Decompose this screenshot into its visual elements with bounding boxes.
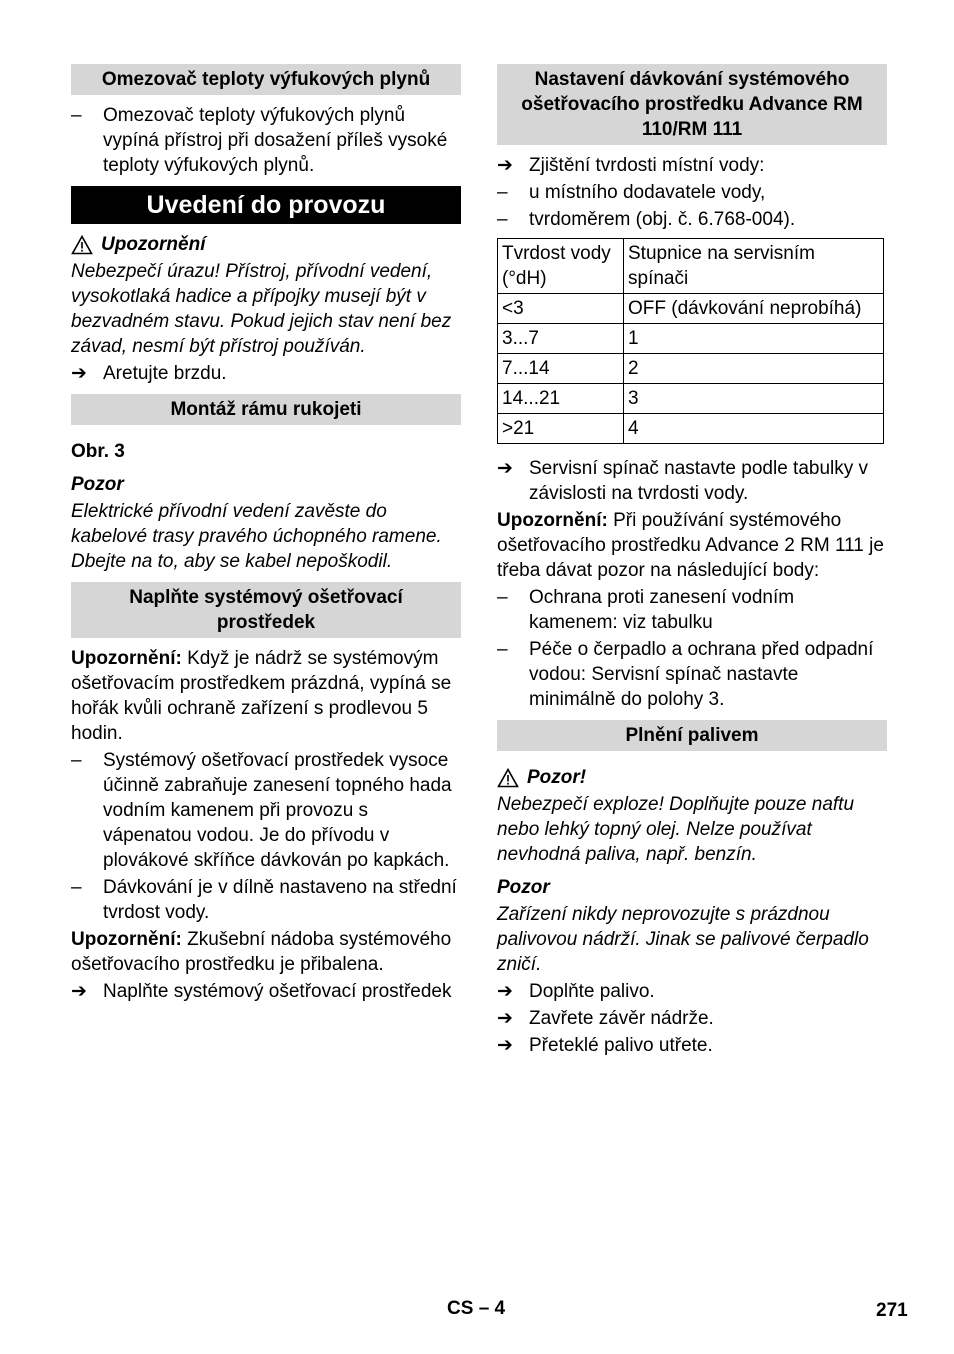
list-item: – Dávkování je v dílně nastaveno na střední tvrdost vody. bbox=[71, 877, 457, 923]
list-item: – u místního dodavatele vody, bbox=[497, 182, 766, 203]
step-item: ➔ Doplňte palivo. bbox=[497, 981, 655, 1002]
step-item: ➔ Servisní spínač nastavte podle tabulky v závislosti na tvrdosti vody. bbox=[497, 458, 869, 504]
list-item: – Omezovač teploty výfukových plynů vypíná přístroj při dosažení příleš vysoké teploty výfukových plynů. bbox=[71, 105, 448, 176]
page-number: 271 bbox=[876, 1300, 908, 1321]
table-cell: 4 bbox=[624, 414, 884, 444]
step-item: ➔ Přeteklé palivo utřete. bbox=[497, 1035, 713, 1056]
left-column bbox=[71, 64, 461, 1006]
warning-triangle-icon bbox=[71, 235, 93, 255]
table-header-row bbox=[498, 239, 884, 294]
dash-bullet: – bbox=[71, 750, 82, 771]
footer-local-page: CS – 4 bbox=[447, 1298, 506, 1319]
danger-heading: Pozor! bbox=[497, 765, 887, 790]
dash-bullet: – bbox=[497, 209, 508, 230]
note-paragraph: Upozornění: Zkušební nádoba systémového ošetřovacího prostředku je přibalena. bbox=[71, 929, 452, 975]
list-item: – Ochrana proti zanesení vodním kamenem: viz tabulku bbox=[497, 587, 795, 633]
dash-bullet: – bbox=[71, 105, 82, 126]
right-column bbox=[497, 64, 887, 1060]
list-item: – tvrdoměrem (obj. č. 6.768-004). bbox=[497, 209, 796, 230]
table-cell: 2 bbox=[624, 354, 884, 384]
heading-frame-mounting: Montáž rámu rukojeti bbox=[71, 394, 461, 425]
caution-heading: Pozor bbox=[497, 877, 550, 898]
caution-heading: Pozor bbox=[71, 474, 124, 495]
table-row bbox=[498, 414, 884, 444]
table-cell: OFF (dávkování neprobíhá) bbox=[624, 294, 884, 324]
arrow-right-icon: ➔ bbox=[71, 363, 87, 384]
step-item: ➔ Zjištění tvrdosti místní vody: bbox=[497, 155, 765, 176]
table-row bbox=[498, 294, 884, 324]
table-cell: 1 bbox=[624, 324, 884, 354]
arrow-right-icon: ➔ bbox=[71, 981, 87, 1002]
step-item: ➔ Naplňte systémový ošetřovací prostředek bbox=[71, 981, 452, 1002]
table-header-cell: Stupnice na servisním spínači bbox=[624, 239, 884, 294]
note-paragraph: Upozornění: Když je nádrž se systémovým ošetřovacím prostředkem prázdná, vypíná se hořák kvůli ochraně zařízení s prodlevou 5 hodin. bbox=[71, 648, 452, 744]
warning-text: Nebezpečí úrazu! Přístroj, přívodní vedení, vysokotlaká hadice a přípojky musejí být v bezvadném stavu. Pokud jejich stav není bez závad, nesmí být přístroj používán. bbox=[71, 261, 452, 357]
dash-bullet: – bbox=[497, 182, 508, 203]
table-header-cell: Tvrdost vody (°dH) bbox=[498, 239, 624, 294]
warning-triangle-icon bbox=[497, 768, 519, 788]
arrow-right-icon: ➔ bbox=[497, 458, 513, 479]
table-row bbox=[498, 324, 884, 354]
dash-bullet: – bbox=[497, 587, 508, 608]
table-cell: <3 bbox=[498, 294, 624, 324]
dash-bullet: – bbox=[71, 877, 82, 898]
arrow-right-icon: ➔ bbox=[497, 1008, 513, 1029]
arrow-right-icon: ➔ bbox=[497, 981, 513, 1002]
table-cell: 3...7 bbox=[498, 324, 624, 354]
warning-heading: Upozornění bbox=[71, 232, 461, 257]
heading-fill-care: Naplňte systémový ošetřovací prostředek bbox=[71, 582, 461, 638]
heading-exhaust-limiter: Omezovač teploty výfukových plynů bbox=[71, 64, 461, 95]
table-cell: >21 bbox=[498, 414, 624, 444]
table-row bbox=[498, 384, 884, 414]
dash-bullet: – bbox=[497, 639, 508, 660]
step-item: ➔ Aretujte brzdu. bbox=[71, 363, 227, 384]
arrow-right-icon: ➔ bbox=[497, 155, 513, 176]
heading-startup: Uvedení do provozu bbox=[71, 186, 461, 224]
table-cell: 3 bbox=[624, 384, 884, 414]
figure-ref: Obr. 3 bbox=[71, 441, 125, 462]
hardness-table bbox=[497, 238, 884, 444]
list-item: – Péče o čerpadlo a ochrana před odpadní vodou: Servisní spínač nastavte minimálně do polohy 3. bbox=[497, 639, 874, 710]
note-paragraph: Upozornění: Při používání systémového ošetřovacího prostředku Advance 2 RM 111 je třeba dávat pozor na následující body: bbox=[497, 510, 884, 581]
danger-text: Nebezpečí exploze! Doplňujte pouze naftu nebo lehký topný olej. Nelze používat nevhodná paliva, např. benzín. bbox=[497, 794, 855, 865]
table-cell: 14...21 bbox=[498, 384, 624, 414]
table-row bbox=[498, 354, 884, 384]
arrow-right-icon: ➔ bbox=[497, 1035, 513, 1056]
caution-text: Elektrické přívodní vedení zavěste do kabelové trasy pravého úchopného ramene. Dbejte na to, aby se kabel nepoškodil. bbox=[71, 501, 442, 572]
table-cell: 7...14 bbox=[498, 354, 624, 384]
list-item: – Systémový ošetřovací prostředek vysoce účinně zabraňuje zanesení topného hada vodním kamenem při provozu s vápenatou vodou. Je do přívodu v plovákové skříňce dávkován po kapkách. bbox=[71, 750, 452, 871]
step-item: ➔ Zavřete závěr nádrže. bbox=[497, 1008, 714, 1029]
heading-dosing: Nastavení dávkování systémového ošetřovacího prostředku Advance RM 110/RM 111 bbox=[497, 64, 887, 145]
heading-fuel: Plnění palivem bbox=[497, 720, 887, 751]
caution-text: Zařízení nikdy neprovozujte s prázdnou palivovou nádrží. Jinak se palivové čerpadlo zničí. bbox=[497, 904, 869, 975]
